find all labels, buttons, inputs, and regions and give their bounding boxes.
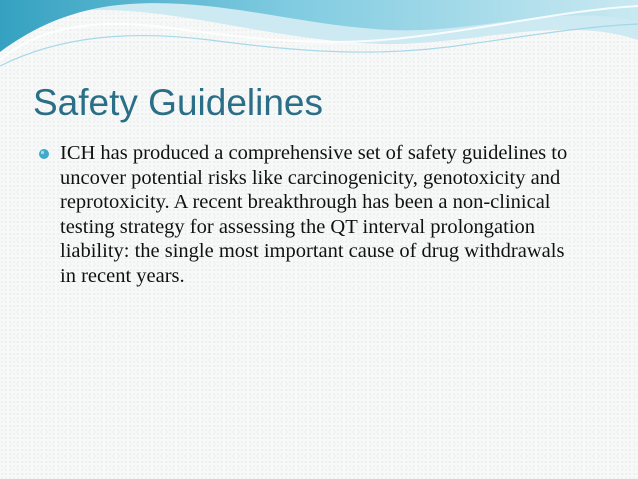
bullet-text: ICH has produced a comprehensive set of safety guidelines to uncover potential risks like carcinogenicity, genotoxicity and reprotoxicity. A recent breakthrough has been a non-clinical testing strategy for assessing the QT interval prolongation liability: the single most important cause of drug withdrawals in recent years.	[60, 142, 568, 287]
bullet-item	[38, 141, 568, 288]
slide-title: Safety Guidelines	[33, 82, 324, 123]
bullet-list	[38, 141, 568, 288]
circle-bullet-icon	[38, 148, 50, 160]
wave-banner	[0, 0, 638, 80]
